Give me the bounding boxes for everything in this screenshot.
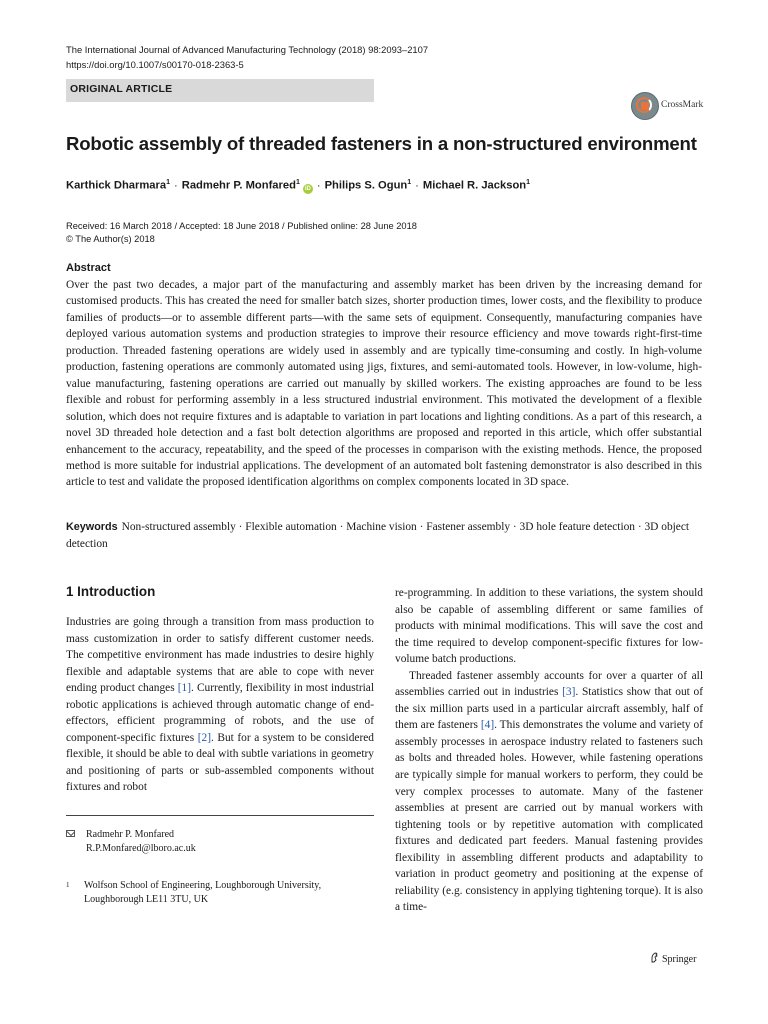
envelope-icon <box>66 830 75 837</box>
crossmark-icon <box>631 92 659 120</box>
author-name[interactable]: Karthick Dharmara <box>66 179 167 192</box>
paragraph-text: Threaded fastener assembly accounts for over a quarter of all assemblies carried out in industries <box>395 669 703 699</box>
section-title: 1 Introduction <box>66 584 156 599</box>
paragraph <box>66 614 374 796</box>
contact-name: Radmehr P. Monfared <box>86 829 175 840</box>
history-line: Received: 16 March 2018 / Accepted: 18 June 2018 / Published online: 28 June 2018 <box>66 221 417 231</box>
paragraph-text: . Currently, flexibility in most industrial robotic applications is achieved through automatic change of end-effectors, efficient programming of robots, and the use of component-specific fixtures <box>66 682 375 744</box>
paragraph-text: Industries are going through a transition from mass production to mass customization in order to satisfy different customer needs. The competitive environment has made industries to desire highly flexible and adaptable systems that are able to cope with never ending product changes <box>66 616 374 695</box>
author-affil-marker: 1 <box>166 179 171 186</box>
keywords-list: Non-structured assembly · Flexible automation · Machine vision · Fastener assembly · 3D hole feature detection · 3D object detection <box>66 521 690 550</box>
author-separator: · <box>415 179 419 192</box>
contact-email[interactable]: R.P.Monfared@lboro.ac.uk <box>86 843 196 854</box>
paragraph-text: . This demonstrates the volume and variety of assembly processes in aerospace industry related to fasteners such as bolts and threaded holes. However, while fastening operations are typically simple for manual workers to perform, they could be very complex processes to automate. Many of the fastener assemblies at present are carried out by manual workers with tightening tools or by repetitive automation with complicated fixtures and dedicated part feeders. Manual fastening provides flexibility in assembling different products and adaptability to variation in product geometry and positioning at the expense of reliability (e.g. consistency in applying tightening torque). It is also a time- <box>395 719 704 914</box>
journal-header <box>66 42 428 72</box>
affiliation-line: Wolfson School of Engineering, Loughborough University, <box>84 880 322 891</box>
left-column <box>66 614 374 796</box>
crossmark-badge[interactable] <box>631 92 721 122</box>
copyright-line: © The Author(s) 2018 <box>66 233 155 244</box>
author-list <box>66 179 530 194</box>
author-name[interactable]: Philips S. Ogun <box>324 179 408 192</box>
paragraph-text: . Statistics show that out of the six million parts used in a particular aircraft assembly, half of them are fasteners <box>395 686 703 732</box>
doi-link[interactable]: https://doi.org/10.1007/s00170-018-2363-5 <box>66 59 244 70</box>
citation-link[interactable]: [2] <box>197 731 211 744</box>
orcid-icon[interactable]: iD <box>304 185 311 192</box>
footnote-divider <box>66 815 374 816</box>
author-separator: · <box>174 179 178 192</box>
author-affil-marker: 1 <box>407 179 412 186</box>
abstract-text: Over the past two decades, a major part of the manufacturing and assembly market has been driven by the increasing demand for customised products. This has created the need for smaller batch sizes, shorter production times, lower costs, and the flexibility to produce families of products—or to assemble different parts—with the same sets of equipment. Consequently, manufacturing companies have deployed various automation systems and production strategies to improve their resource efficiency and move towards right-first-time production. Threaded fastening operations are widely used in assembly and are typically time-consuming and costly. In high-volume production, fastening operations are commonly automated using jigs, fixtures, and semi-automated tools. However, in low-volume, high-value manufacturing, fastening operations are carried out manually by skilled workers. The existing approaches are found to be less flexible and robust for performing assembly in a less structured industrial environment. This motivated the development of a flexible solution, which does not require fixtures and is adaptable to variation in part locations and lighting conditions. As a part of this research, a novel 3D threaded hole detection and a fast bolt detection algorithms are proposed and reported in this article, which offer substantial enhancement to the accuracy, repeatability, and the speed of the processes in comparison with the existing methods. Hence, the proposed method is more suitable for industrial applications. The development of an automated bolt fastening demonstrator is also described in this article to test and validate the proposed identification algorithms on complex components located in 3D space. <box>66 279 702 489</box>
citation-link[interactable]: [4] <box>480 719 495 732</box>
paper-title: Robotic assembly of threaded fasteners in a non-structured environment <box>66 133 697 154</box>
citation-link[interactable]: [1] <box>177 682 192 695</box>
abstract-heading: Abstract <box>66 262 111 274</box>
paragraph <box>395 668 703 916</box>
paragraph-text: . But for a system to be considered flexible, it should be able to deal with subtle variations in geometry and positioning of parts or sub-assembled components without fixtures and robot <box>66 731 374 794</box>
affiliation-footnote <box>66 879 321 907</box>
right-column <box>395 585 703 916</box>
author-affil-marker: 1 <box>526 179 531 186</box>
springer-horse-icon <box>650 952 659 963</box>
keywords-block <box>66 519 706 552</box>
author-affil-marker: 1 <box>295 179 300 186</box>
affiliation-line: Loughborough LE11 3TU, UK <box>84 894 209 905</box>
crossmark-label: CrossMark <box>661 100 704 110</box>
keywords-heading: Keywords <box>66 521 118 533</box>
journal-citation: The International Journal of Advanced Manufacturing Technology (2018) 98:2093–2107 <box>66 44 429 55</box>
author-separator: · <box>316 179 321 192</box>
publication-dates <box>66 220 417 245</box>
author-name[interactable]: Radmehr P. Monfared <box>181 179 296 192</box>
publisher-logo <box>650 952 696 965</box>
citation-link[interactable]: [3] <box>562 686 576 699</box>
author-name[interactable]: Michael R. Jackson <box>422 179 527 192</box>
article-type-banner: ORIGINAL ARTICLE <box>66 79 374 102</box>
publisher-name: Springer <box>662 954 697 965</box>
corresponding-author <box>66 828 196 856</box>
affiliation-number: 1 <box>66 881 70 889</box>
paragraph: re-programming. In addition to these variations, the system should also be capable of assembling different or same families of products with minimal modifications. This will save the cost and the time required to develop component-specific fixtures for low-volume batch productions. <box>395 587 703 666</box>
